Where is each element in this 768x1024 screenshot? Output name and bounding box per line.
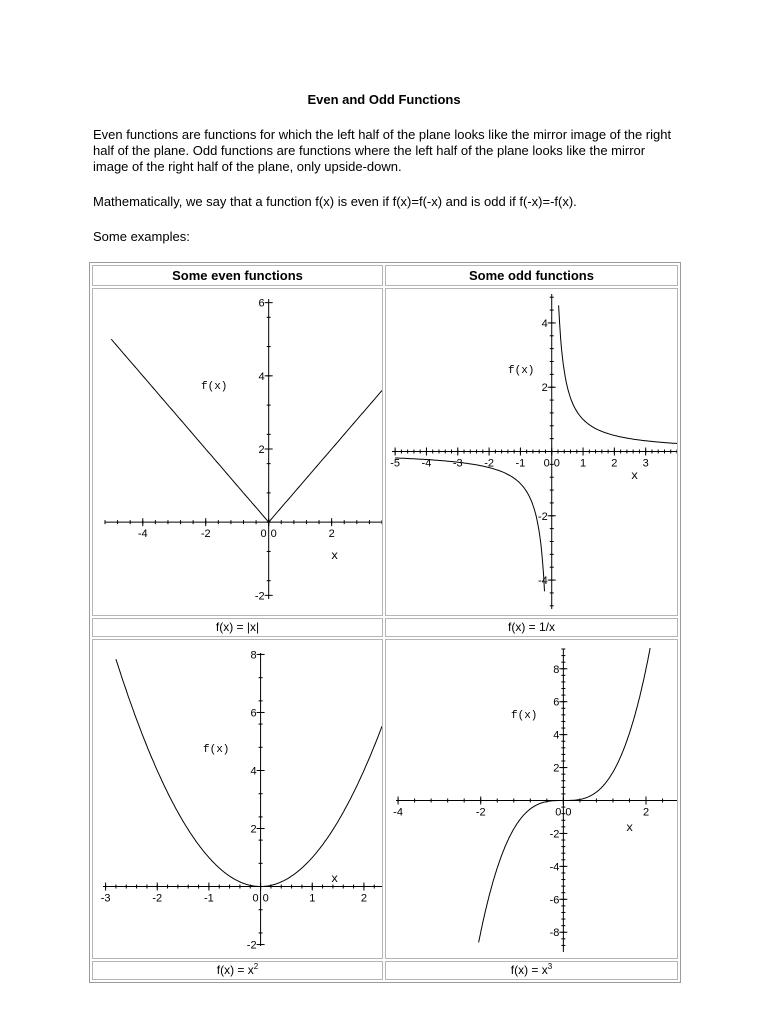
x-tick-label: 3 — [642, 457, 649, 470]
x-tick-label: -5 — [390, 457, 401, 470]
x-tick-label: -4 — [393, 806, 403, 819]
x-tick-label: -2 — [475, 806, 486, 819]
y-tick-label: 2 — [250, 823, 257, 836]
x-tick-label: -1 — [204, 892, 214, 905]
x-tick-label: 2 — [360, 892, 367, 905]
x-tick-label: -4 — [137, 528, 148, 541]
x-tick-label: -2 — [152, 892, 163, 905]
plot-cell-recip — [385, 288, 678, 616]
square-plot — [93, 640, 382, 958]
y-axis-title: f(x) — [508, 365, 535, 377]
y-tick-label: 6 — [553, 696, 560, 709]
function-curve — [111, 339, 382, 522]
caption-recip — [385, 618, 678, 637]
function-curve — [479, 648, 650, 942]
y-tick-label: -4 — [537, 575, 548, 588]
x-tick-label: 0 — [260, 528, 267, 541]
caption-square-exponent: 2 — [253, 962, 259, 971]
caption-abs-text: f(x) = |x| — [215, 620, 260, 634]
x-tick-label: 1 — [309, 892, 316, 905]
x-tick-label: -4 — [421, 457, 432, 470]
origin-label: 0 — [553, 457, 560, 470]
x-tick-label: -3 — [452, 457, 463, 470]
cube-plot — [386, 640, 677, 958]
x-axis-title: x — [631, 469, 639, 483]
x-tick-label: -3 — [100, 892, 111, 905]
x-tick-label: 0 — [252, 892, 259, 905]
definition-paragraph: Mathematically, we say that a function f(x) is even if f(x)=f(-x) and is odd if f(-x)=-f(x). — [93, 194, 577, 209]
caption-cube-base: f(x) = x — [510, 963, 548, 977]
y-tick-label: -2 — [549, 828, 560, 841]
x-axis-title: x — [331, 549, 339, 563]
x-tick-label: 2 — [642, 806, 650, 819]
plot-cell-square — [92, 639, 383, 959]
y-tick-label: 8 — [553, 663, 560, 676]
caption-cube-exponent: 3 — [547, 962, 553, 971]
y-tick-label: 2 — [553, 762, 560, 775]
y-tick-label: 4 — [250, 765, 257, 778]
y-tick-label: 6 — [258, 297, 265, 310]
caption-abs — [92, 618, 383, 637]
x-tick-label: -2 — [200, 528, 211, 541]
odd-functions-header: Some odd functions — [385, 265, 678, 286]
y-tick-label: 4 — [553, 729, 560, 742]
x-tick-label: 0 — [543, 457, 550, 470]
caption-cube — [385, 961, 678, 980]
x-tick-label: -2 — [484, 457, 494, 470]
y-tick-label: 2 — [541, 382, 548, 395]
abs-plot — [93, 289, 382, 615]
y-axis-title: f(x) — [203, 744, 230, 756]
y-tick-label: -2 — [537, 510, 548, 523]
y-tick-label: 4 — [258, 370, 265, 383]
origin-label: 0 — [565, 806, 572, 819]
y-tick-label: -2 — [246, 939, 257, 952]
x-axis-title: x — [331, 872, 339, 886]
y-tick-label: -6 — [549, 894, 560, 907]
y-tick-label: 8 — [250, 649, 257, 662]
x-axis-title: x — [626, 821, 634, 835]
origin-label: 0 — [262, 892, 269, 905]
plot-cell-cube — [385, 639, 678, 959]
caption-square-base: f(x) = x — [216, 963, 254, 977]
x-tick-label: -1 — [515, 457, 526, 470]
origin-label: 0 — [270, 528, 277, 541]
function-curve — [559, 305, 677, 443]
y-tick-label: 2 — [258, 444, 265, 456]
x-tick-label: 1 — [579, 457, 587, 470]
even-functions-header: Some even functions — [92, 265, 383, 286]
plot-cell-abs — [92, 288, 383, 616]
y-axis-title: f(x) — [201, 381, 228, 393]
x-tick-label: 0 — [555, 806, 562, 819]
examples-table — [89, 262, 681, 983]
y-tick-label: -4 — [549, 861, 560, 874]
examples-lead: Some examples: — [93, 229, 190, 244]
intro-paragraph: Even functions are functions for which the left half of the plane looks like the mirror image of the right half of the plane. Odd functions are functions where the left half of the plane looks like the mirror image of the right half of the plane, only upside-down. — [93, 127, 672, 174]
caption-recip-text: f(x) = 1/x — [507, 620, 555, 634]
y-axis-title: f(x) — [511, 710, 538, 722]
y-tick-label: -8 — [549, 927, 560, 940]
x-tick-label: 2 — [611, 457, 618, 470]
y-tick-label: -2 — [254, 590, 265, 603]
y-tick-label: 4 — [541, 317, 548, 330]
function-curve — [395, 458, 544, 591]
function-curve — [116, 659, 382, 886]
y-tick-label: 6 — [250, 707, 257, 720]
x-tick-label: 2 — [328, 528, 335, 541]
caption-square — [92, 961, 383, 980]
recip-plot — [386, 289, 677, 615]
page-title: Even and Odd Functions — [307, 92, 461, 107]
